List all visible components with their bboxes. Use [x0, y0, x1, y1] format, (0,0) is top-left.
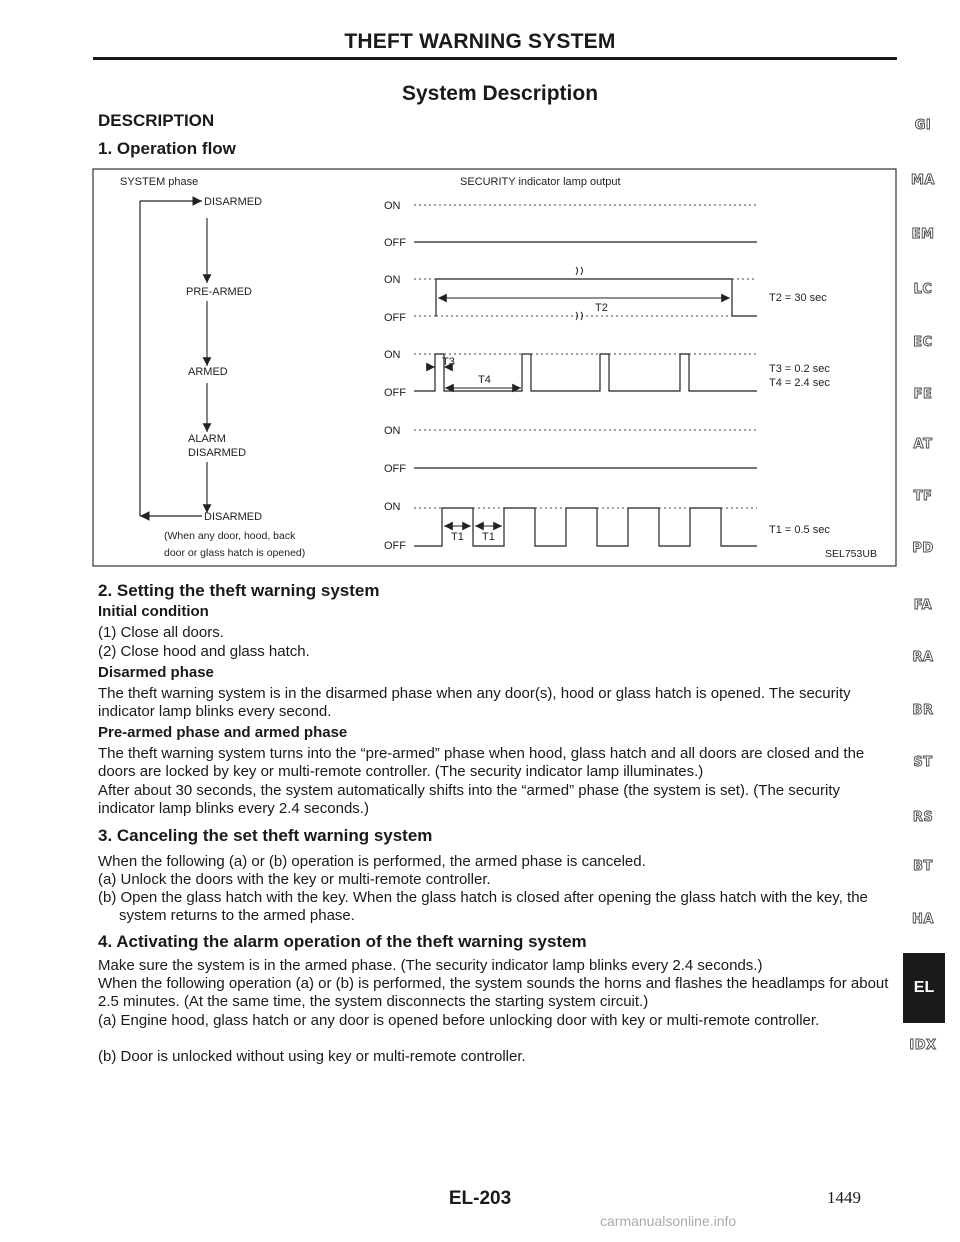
sidebar-item-lc[interactable]: LC — [913, 282, 933, 297]
header-rule — [93, 57, 897, 60]
w4-on-label: ON — [384, 425, 401, 437]
sidebar-item-fa[interactable]: FA — [913, 598, 933, 613]
section-3-item-a: (a) Unlock the doors with the key or multi-remote controller. — [98, 871, 491, 888]
prearmed-phase-heading: Pre-armed phase and armed phase — [98, 724, 348, 741]
section-4-para-2: When the following operation (a) or (b) is performed, the system sounds the horns and flashes the headlamps for about 2.5 minutes. (At the same time, the system disconnects the starting system circuit.) — [98, 975, 889, 1010]
sidebar-item-el-active[interactable]: EL — [903, 953, 945, 1023]
sidebar-item-fe[interactable]: FE — [913, 387, 933, 402]
w1-on-label: ON — [384, 200, 401, 212]
section-3-intro: When the following (a) or (b) operation is performed, the armed phase is canceled. — [98, 853, 646, 870]
operation-flow-diagram — [92, 168, 897, 568]
w2-on-label: ON — [384, 274, 401, 286]
phase-alarm-disarmed: DISARMED — [188, 447, 247, 459]
disarmed-phase-heading: Disarmed phase — [98, 664, 214, 681]
section-3-item-b: (b) Open the glass hatch with the key. When the glass hatch is closed after opening the glass hatch with the key, the system returns to the armed phase. — [98, 889, 868, 924]
page-number: 1449 — [827, 1188, 861, 1207]
description-heading: DESCRIPTION — [98, 111, 215, 130]
phase-alarm: ALARM — [188, 433, 226, 445]
t4-label: T4 — [478, 374, 491, 386]
disarmed-note-line-2: door or glass hatch is opened) — [164, 547, 306, 559]
section-2-heading: 2. Setting the theft warning system — [98, 581, 380, 600]
sidebar-item-tf[interactable]: TF — [913, 489, 933, 504]
sidebar-item-em[interactable]: EM — [911, 227, 935, 242]
section-4-item-a: (a) Engine hood, glass hatch or any door is opened before unlocking door with key or multi-remote controller. — [98, 1012, 820, 1029]
section-4-heading: 4. Activating the alarm operation of the theft warning system — [98, 932, 587, 951]
page-header-title: THEFT WARNING SYSTEM — [344, 30, 616, 53]
disarmed-note-line-1: (When any door, hood, back — [164, 530, 296, 542]
sidebar-item-pd[interactable]: PD — [912, 541, 934, 556]
section-4-item-b: (b) Door is unlocked without using key or multi-remote controller. — [98, 1048, 526, 1065]
initial-condition-2: (2) Close hood and glass hatch. — [98, 643, 310, 660]
phase-disarmed-final: DISARMED — [204, 511, 263, 523]
sidebar-item-gi[interactable]: GI — [914, 118, 932, 133]
w4-off-label: OFF — [384, 463, 406, 475]
sidebar-item-ra[interactable]: RA — [912, 650, 934, 665]
section-title: System Description — [401, 82, 599, 105]
section-3-heading: 3. Canceling the set theft warning system — [98, 826, 433, 845]
w1-off-label: OFF — [384, 237, 406, 249]
t1-label-b: T1 — [482, 531, 495, 543]
sidebar-item-ma[interactable]: MA — [911, 173, 935, 188]
section-index-sidebar — [898, 0, 948, 1242]
operation-flow-heading: 1. Operation flow — [98, 139, 236, 158]
w2-off-label: OFF — [384, 312, 406, 324]
w3-off-label: OFF — [384, 387, 406, 399]
sidebar-item-ha[interactable]: HA — [912, 912, 934, 927]
section-4-para-1: Make sure the system is in the armed phase. (The security indicator lamp blinks every 2.4 seconds.) — [98, 957, 763, 974]
phase-pre-armed: PRE-ARMED — [186, 286, 253, 298]
sidebar-item-at[interactable]: AT — [913, 437, 933, 452]
phase-armed: ARMED — [188, 366, 228, 378]
prearmed-phase-text-1: The theft warning system turns into the “pre-armed” phase when hood, glass hatch and all doors are closed and the doors are locked by key or multi-remote controller. (The security indicator lamp illuminates.) — [98, 745, 865, 780]
t4-value: T4 = 2.4 sec — [769, 377, 830, 389]
w5-off-label: OFF — [384, 540, 406, 552]
initial-condition-1: (1) Close all doors. — [98, 624, 224, 641]
sidebar-item-ec[interactable]: EC — [913, 335, 933, 350]
watermark: carmanualsonline.info — [600, 1213, 737, 1229]
t2-label: T2 — [595, 302, 608, 314]
w5-on-label: ON — [384, 501, 401, 513]
t3-value: T3 = 0.2 sec — [769, 363, 830, 375]
disarmed-phase-text: The theft warning system is in the disarmed phase when any door(s), hood or glass hatch is opened. The security indicator lamp blinks every second. — [98, 685, 851, 720]
figure-code: SEL753UB — [825, 548, 877, 560]
sidebar-item-rs[interactable]: RS — [912, 810, 934, 825]
w3-on-label: ON — [384, 349, 401, 361]
prearmed-phase-text-2: After about 30 seconds, the system automatically shifts into the “armed” phase (the system is set). (The security indicator lamp blinks every 2.4 seconds.) — [98, 782, 840, 817]
t2-value: T2 = 30 sec — [769, 292, 827, 304]
t1-value: T1 = 0.5 sec — [769, 524, 830, 536]
sidebar-item-br[interactable]: BR — [912, 703, 934, 718]
system-phase-label: SYSTEM phase — [120, 176, 199, 188]
output-label: SECURITY indicator lamp output — [460, 176, 621, 188]
sidebar-item-idx[interactable]: IDX — [909, 1038, 937, 1053]
sidebar-item-st[interactable]: ST — [913, 755, 933, 770]
phase-disarmed: DISARMED — [204, 196, 263, 208]
initial-condition-heading: Initial condition — [98, 603, 209, 620]
t1-label-a: T1 — [451, 531, 464, 543]
page-code: EL-203 — [448, 1188, 512, 1209]
t3-label: T3 — [442, 356, 455, 368]
sidebar-item-bt[interactable]: BT — [913, 859, 933, 874]
